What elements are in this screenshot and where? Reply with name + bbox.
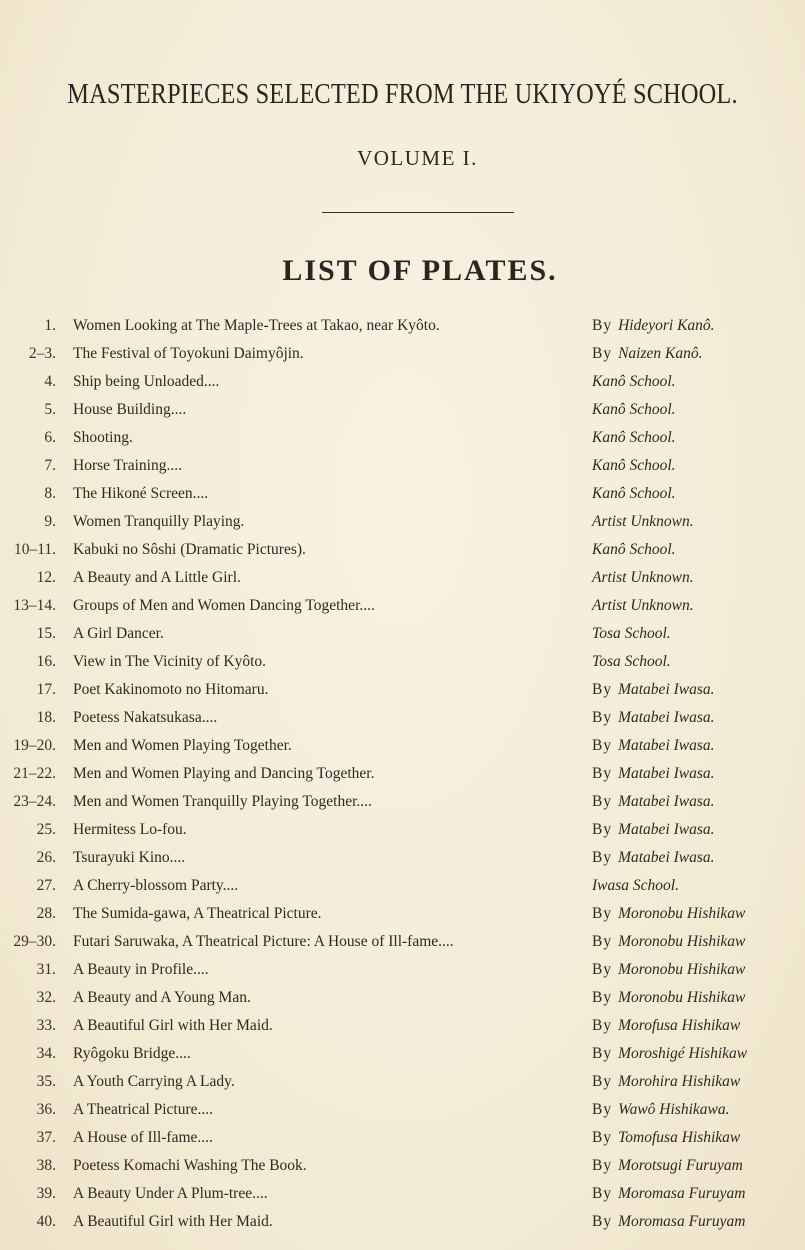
plate-title: Futari Saruwaka, A Theatrical Picture: A House of Ill-fame.... (73, 933, 454, 950)
plate-row (0, 1180, 805, 1208)
plate-artist: By Matabei Iwasa. (592, 765, 715, 782)
plate-row (0, 1096, 805, 1124)
plate-title: A Beauty and A Little Girl. (73, 569, 241, 586)
plate-row (0, 1012, 805, 1040)
plate-artist: By Moroshigé Hishikaw (592, 1045, 748, 1062)
plate-row (0, 1068, 805, 1096)
plate-artist: By Moronobu Hishikaw (592, 961, 746, 978)
plate-number: 5. (44, 401, 56, 418)
plate-number: 40. (36, 1213, 56, 1230)
plate-title: The Festival of Toyokuni Daimyôjin. (73, 345, 304, 362)
plate-number: 16. (36, 653, 56, 670)
plate-row (0, 872, 805, 900)
plate-row (0, 508, 805, 536)
plate-number: 31. (36, 961, 56, 978)
plate-title: A Theatrical Picture.... (73, 1101, 214, 1118)
plate-row (0, 452, 805, 480)
plate-title: A House of Ill-fame.... (73, 1129, 213, 1146)
plate-row (0, 480, 805, 508)
plate-artist: Artist Unknown. (592, 513, 694, 530)
plate-row (0, 900, 805, 928)
plate-title: Horse Training.... (73, 457, 182, 474)
plate-number: 32. (36, 989, 56, 1006)
plate-title: Kabuki no Sôshi (Dramatic Pictures). (73, 541, 306, 558)
plate-title: View in The Vicinity of Kyôto. (73, 653, 267, 670)
plate-artist: By Moronobu Hishikaw (592, 905, 746, 922)
plate-row (0, 732, 805, 760)
title-divider (322, 212, 514, 213)
plate-title: Women Looking at The Maple-Trees at Takao, near Kyôto. (73, 317, 440, 334)
plate-number: 1. (44, 317, 56, 334)
plate-number: 12. (36, 569, 56, 586)
plate-title: The Hikoné Screen.... (73, 485, 209, 502)
plate-artist: By Matabei Iwasa. (592, 709, 715, 726)
plate-artist: By Moromasa Furuyam (592, 1185, 746, 1202)
plate-row (0, 1152, 805, 1180)
plate-title: The Sumida-gawa, A Theatrical Picture. (73, 905, 322, 922)
plate-title: Hermitess Lo-fou. (73, 821, 187, 838)
plate-artist: By Moronobu Hishikaw (592, 989, 746, 1006)
plate-row (0, 984, 805, 1012)
plate-title: House Building.... (73, 401, 187, 418)
plate-row (0, 396, 805, 424)
plate-title: A Beautiful Girl with Her Maid. (73, 1213, 273, 1230)
plate-number: 26. (36, 849, 56, 866)
plate-number: 2–3. (28, 345, 56, 362)
plate-number: 38. (36, 1157, 56, 1174)
page-title: MASTERPIECES SELECTED FROM THE UKIYOYÉ SCHOOL. (67, 78, 738, 110)
plate-row (0, 1124, 805, 1152)
plate-number: 39. (36, 1185, 56, 1202)
plate-number: 36. (36, 1101, 56, 1118)
plate-title: Ship being Unloaded.... (73, 373, 220, 390)
plate-number: 35. (36, 1073, 56, 1090)
plate-artist: Kanô School. (592, 429, 676, 446)
plate-row (0, 956, 805, 984)
plate-number: 6. (44, 429, 56, 446)
plate-artist: By Matabei Iwasa. (592, 737, 715, 754)
plate-number: 33. (36, 1017, 56, 1034)
plate-artist: By Morofusa Hishikaw (592, 1017, 741, 1034)
plate-title: Poet Kakinomoto no Hitomaru. (73, 681, 269, 698)
plate-title: A Cherry-blossom Party.... (73, 877, 239, 894)
plate-row (0, 592, 805, 620)
plate-number: 4. (44, 373, 56, 390)
plate-artist: By Wawô Hishikawa. (592, 1101, 730, 1118)
plate-title: A Beautiful Girl with Her Maid. (73, 1017, 273, 1034)
plate-artist: By Matabei Iwasa. (592, 821, 715, 838)
plate-number: 28. (36, 905, 56, 922)
plate-artist: Artist Unknown. (592, 569, 694, 586)
plate-title: Groups of Men and Women Dancing Together.... (73, 597, 375, 614)
plate-row (0, 536, 805, 564)
plate-title: A Beauty and A Young Man. (73, 989, 251, 1006)
plate-title: Men and Women Tranquilly Playing Together.... (73, 793, 372, 810)
plate-artist: By Morotsugi Furuyam (592, 1157, 743, 1174)
plate-row (0, 1208, 805, 1236)
plate-title: Men and Women Playing Together. (73, 737, 292, 754)
plate-row (0, 620, 805, 648)
plate-artist: Kanô School. (592, 457, 676, 474)
plate-title: Poetess Nakatsukasa.... (73, 709, 218, 726)
plate-title: Ryôgoku Bridge.... (73, 1045, 191, 1062)
plate-artist: By Morohira Hishikaw (592, 1073, 741, 1090)
plate-artist: Kanô School. (592, 485, 676, 502)
plate-artist: By Moromasa Furuyam (592, 1213, 746, 1230)
plate-number: 25. (36, 821, 56, 838)
plate-title: A Beauty in Profile.... (73, 961, 209, 978)
volume-heading: VOLUME I. (357, 146, 478, 170)
plate-artist: Kanô School. (592, 401, 676, 418)
plate-artist: Tosa School. (592, 653, 671, 670)
plate-title: A Girl Dancer. (73, 625, 164, 642)
plate-artist: By Hideyori Kanô. (592, 317, 715, 334)
plate-number: 8. (44, 485, 56, 502)
plate-title: A Beauty Under A Plum-tree.... (73, 1185, 268, 1202)
plate-artist: Artist Unknown. (592, 597, 694, 614)
plate-row (0, 760, 805, 788)
plate-number: 21–22. (13, 765, 56, 782)
plate-title: Poetess Komachi Washing The Book. (73, 1157, 307, 1174)
plate-row (0, 704, 805, 732)
plate-artist: By Tomofusa Hishikaw (592, 1129, 741, 1146)
plate-number: 9. (44, 513, 56, 530)
plate-number: 19–20. (13, 737, 56, 754)
plate-title: A Youth Carrying A Lady. (73, 1073, 235, 1090)
plate-row (0, 368, 805, 396)
plate-number: 13–14. (13, 597, 56, 614)
plate-row (0, 676, 805, 704)
plate-number: 18. (36, 709, 56, 726)
plate-title: Men and Women Playing and Dancing Together. (73, 765, 375, 782)
plate-artist: By Matabei Iwasa. (592, 793, 715, 810)
plate-row (0, 844, 805, 872)
plate-row (0, 648, 805, 676)
plate-row (0, 312, 805, 340)
plate-title: Shooting. (73, 429, 133, 446)
plate-row (0, 788, 805, 816)
plate-row (0, 1040, 805, 1068)
plate-artist: By Matabei Iwasa. (592, 681, 715, 698)
plate-artist: By Naizen Kanô. (592, 345, 703, 362)
plate-number: 34. (36, 1045, 56, 1062)
plate-row (0, 340, 805, 368)
plate-row (0, 928, 805, 956)
plate-number: 29–30. (13, 933, 56, 950)
plate-row (0, 564, 805, 592)
plate-artist: Iwasa School. (592, 877, 679, 894)
plate-number: 23–24. (13, 793, 56, 810)
plate-artist: Kanô School. (592, 541, 676, 558)
plate-title: Tsurayuki Kino.... (73, 849, 186, 866)
plate-artist: Kanô School. (592, 373, 676, 390)
plate-number: 37. (36, 1129, 56, 1146)
plate-number: 15. (36, 625, 56, 642)
plate-artist: By Matabei Iwasa. (592, 849, 715, 866)
plate-number: 17. (36, 681, 56, 698)
plate-artist: By Moronobu Hishikaw (592, 933, 746, 950)
plate-number: 7. (44, 457, 56, 474)
plate-row (0, 424, 805, 452)
plate-number: 27. (36, 877, 56, 894)
plate-number: 10–11. (13, 541, 56, 558)
plate-title: Women Tranquilly Playing. (73, 513, 245, 530)
list-of-plates-heading: LIST OF PLATES. (282, 254, 558, 287)
plate-row (0, 816, 805, 844)
plate-artist: Tosa School. (592, 625, 671, 642)
